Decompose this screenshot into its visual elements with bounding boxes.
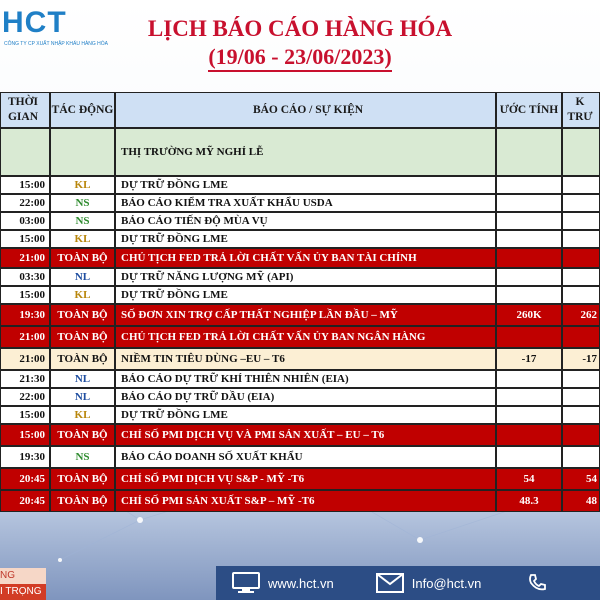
row-impact: TOÀN BỘ — [50, 348, 115, 370]
row-estimate — [496, 268, 562, 286]
table-row — [0, 388, 600, 406]
row-event: CHỈ SỐ PMI SẢN XUẤT S&P – MỸ -T6 — [115, 490, 496, 512]
table-row — [0, 286, 600, 304]
table-row — [0, 248, 600, 268]
row-time: 03:30 — [0, 268, 50, 286]
row-impact: KL — [50, 230, 115, 248]
row-previous — [562, 268, 600, 286]
row-event: BÁO CÁO DỰ TRỮ KHÍ THIÊN NHIÊN (EIA) — [115, 370, 496, 388]
row-previous: 262 — [562, 304, 600, 326]
table-row — [0, 194, 600, 212]
row-impact: NS — [50, 212, 115, 230]
table-row — [0, 348, 600, 370]
row-impact: TOÀN BỘ — [50, 304, 115, 326]
row-impact: TOÀN BỘ — [50, 248, 115, 268]
row-impact: KL — [50, 406, 115, 424]
row-impact: NL — [50, 388, 115, 406]
row-event: CHỦ TỊCH FED TRẢ LỜI CHẤT VẤN ỦY BAN NGÂN HÀNG — [115, 326, 496, 348]
table-row — [0, 176, 600, 194]
row-estimate — [496, 326, 562, 348]
logo-subtitle: CÔNG TY CP XUẤT NHẬP KHẨU HÀNG HÓA — [4, 41, 109, 47]
row-impact: NL — [50, 268, 115, 286]
corner-banner — [0, 568, 46, 600]
row-impact: TOÀN BỘ — [50, 326, 115, 348]
row-estimate — [496, 406, 562, 424]
row-event: THỊ TRƯỜNG MỸ NGHỈ LỄ — [115, 128, 496, 176]
row-previous — [562, 194, 600, 212]
contact-footer — [216, 566, 600, 600]
row-time: 15:00 — [0, 176, 50, 194]
row-event: BÁO CÁO DỰ TRỮ DẦU (EIA) — [115, 388, 496, 406]
table-header — [0, 92, 600, 128]
row-previous — [562, 446, 600, 468]
row-estimate — [496, 128, 562, 176]
row-impact: NL — [50, 370, 115, 388]
row-time: 20:45 — [0, 468, 50, 490]
row-previous — [562, 230, 600, 248]
row-estimate — [496, 370, 562, 388]
row-event: BÁO CÁO DOANH SỐ XUẤT KHẨU — [115, 446, 496, 468]
page-title: LỊCH BÁO CÁO HÀNG HÓA — [147, 16, 453, 41]
row-time: 21:30 — [0, 370, 50, 388]
phone-icon — [527, 573, 547, 593]
table-row — [0, 468, 600, 490]
row-previous — [562, 286, 600, 304]
logo-text: HCT — [2, 6, 67, 39]
table-row — [0, 212, 600, 230]
row-impact — [50, 128, 115, 176]
email-text: Info@hct.vn — [411, 575, 482, 591]
row-estimate — [496, 286, 562, 304]
row-previous — [562, 212, 600, 230]
row-estimate — [496, 388, 562, 406]
website-text: www.hct.vn — [268, 575, 334, 591]
header-previous: K TRƯ — [562, 92, 600, 128]
table-row — [0, 424, 600, 446]
row-previous: -17 — [562, 348, 600, 370]
row-impact: NS — [50, 446, 115, 468]
table-row — [0, 326, 600, 348]
row-time: 15:00 — [0, 424, 50, 446]
row-estimate — [496, 248, 562, 268]
header-event: BÁO CÁO / SỰ KIỆN — [115, 92, 496, 128]
footer-email[interactable] — [376, 573, 482, 593]
table-row — [0, 268, 600, 286]
row-impact: TOÀN BỘ — [50, 490, 115, 512]
row-time: 21:00 — [0, 326, 50, 348]
corner-text-top: NG — [0, 568, 46, 584]
row-estimate — [496, 176, 562, 194]
row-previous — [562, 128, 600, 176]
row-previous — [562, 424, 600, 446]
footer-phone[interactable] — [527, 573, 547, 593]
row-event: DỰ TRỮ ĐỒNG LME — [115, 176, 496, 194]
table-row — [0, 230, 600, 248]
row-impact: KL — [50, 286, 115, 304]
row-event: BÁO CÁO TIẾN ĐỘ MÙA VỤ — [115, 212, 496, 230]
row-time: 21:00 — [0, 348, 50, 370]
envelope-icon — [376, 573, 404, 593]
table-row — [0, 370, 600, 388]
row-previous — [562, 388, 600, 406]
row-estimate — [496, 424, 562, 446]
row-previous — [562, 326, 600, 348]
row-estimate: 48.3 — [496, 490, 562, 512]
row-previous: 48 — [562, 490, 600, 512]
row-time: 19:30 — [0, 446, 50, 468]
date-range: (19/06 - 23/06/2023) — [208, 44, 391, 72]
row-time: 22:00 — [0, 194, 50, 212]
row-event: CHỦ TỊCH FED TRẢ LỜI CHẤT VẤN ỦY BAN TÀI CHÍNH — [115, 248, 496, 268]
row-time: 15:00 — [0, 406, 50, 424]
table-row — [0, 446, 600, 468]
row-estimate — [496, 194, 562, 212]
row-event: CHỈ SỐ PMI DỊCH VỤ S&P - MỸ -T6 — [115, 468, 496, 490]
row-time: 03:00 — [0, 212, 50, 230]
row-impact: TOÀN BỘ — [50, 424, 115, 446]
header-estimate: ƯỚC TÍNH — [496, 92, 562, 128]
row-event: DỰ TRỮ ĐỒNG LME — [115, 406, 496, 424]
row-previous — [562, 176, 600, 194]
row-previous — [562, 370, 600, 388]
row-impact: KL — [50, 176, 115, 194]
row-estimate: -17 — [496, 348, 562, 370]
row-event: DỰ TRỮ ĐỒNG LME — [115, 286, 496, 304]
row-time: 15:00 — [0, 286, 50, 304]
row-time: 21:00 — [0, 248, 50, 268]
row-impact: TOÀN BỘ — [50, 468, 115, 490]
row-time: 15:00 — [0, 230, 50, 248]
row-event: DỰ TRỮ NĂNG LƯỢNG MỸ (API) — [115, 268, 496, 286]
footer-website[interactable] — [232, 572, 334, 594]
row-event: DỰ TRỮ ĐỒNG LME — [115, 230, 496, 248]
row-event: SỐ ĐƠN XIN TRỢ CẤP THẤT NGHIỆP LẦN ĐẦU – MỸ — [115, 304, 496, 326]
header-impact: TÁC ĐỘNG — [50, 92, 115, 128]
row-estimate: 54 — [496, 468, 562, 490]
row-event: BÁO CÁO KIỂM TRA XUẤT KHẨU USDA — [115, 194, 496, 212]
row-event: CHỈ SỐ PMI DỊCH VỤ VÀ PMI SẢN XUẤT – EU – T6 — [115, 424, 496, 446]
table-row — [0, 128, 600, 176]
page-subtitle — [0, 44, 600, 70]
row-previous — [562, 406, 600, 424]
computer-icon — [232, 572, 260, 594]
row-impact: NS — [50, 194, 115, 212]
row-estimate — [496, 446, 562, 468]
report-table — [0, 92, 600, 510]
row-time — [0, 128, 50, 176]
table-row — [0, 406, 600, 424]
row-estimate — [496, 230, 562, 248]
row-time: 19:30 — [0, 304, 50, 326]
row-estimate: 260K — [496, 304, 562, 326]
row-estimate — [496, 212, 562, 230]
corner-text-bottom: I TRỌNG — [0, 584, 46, 600]
row-time: 22:00 — [0, 388, 50, 406]
table-row — [0, 304, 600, 326]
row-time: 20:45 — [0, 490, 50, 512]
table-row — [0, 490, 600, 512]
row-previous: 54 — [562, 468, 600, 490]
header-time: THỜI GIAN — [0, 92, 50, 128]
row-event: NIỀM TIN TIÊU DÙNG –EU – T6 — [115, 348, 496, 370]
row-previous — [562, 248, 600, 268]
